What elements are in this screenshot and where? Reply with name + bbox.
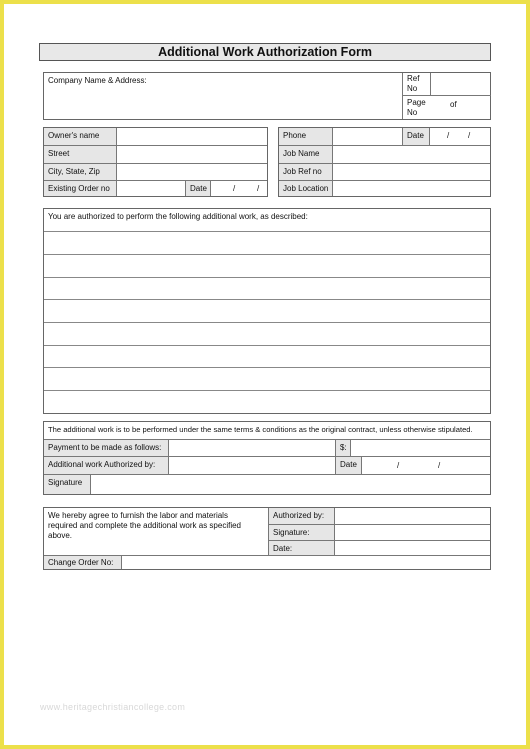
- authorization-date-label: Date: [335, 456, 362, 474]
- job-location-field[interactable]: [332, 180, 490, 196]
- owner-name-label: Owner's name: [44, 128, 117, 145]
- company-name-address-label: Company Name & Address:: [48, 76, 147, 85]
- change-order-no-field[interactable]: [121, 555, 490, 569]
- additional-work-authorized-by-label: Additional work Authorized by:: [44, 456, 169, 474]
- date-separator: /: [468, 131, 471, 140]
- city-state-zip-field[interactable]: [116, 163, 267, 180]
- job-name-field[interactable]: [332, 145, 490, 163]
- city-state-zip-label: City, State, Zip: [44, 163, 117, 180]
- agreement-signature-label: Signature:: [268, 524, 335, 540]
- work-description-section: [43, 208, 491, 414]
- company-name-address-field[interactable]: [44, 73, 402, 119]
- job-location-label: Job Location: [279, 180, 333, 196]
- job-date-label: Date: [402, 128, 429, 145]
- work-line[interactable]: [44, 390, 490, 391]
- amount-label: $:: [335, 439, 351, 456]
- terms-statement: The additional work is to be performed under the same terms & conditions as the original contract, unless otherwise stipulated.: [48, 425, 473, 434]
- job-section: [278, 127, 491, 197]
- date-separator: /: [447, 131, 450, 140]
- signature-field[interactable]: [90, 474, 490, 494]
- date-separator: /: [233, 184, 236, 193]
- job-date-field[interactable]: [429, 128, 490, 145]
- work-line[interactable]: [44, 345, 490, 346]
- additional-work-authorized-by-field[interactable]: [168, 456, 336, 474]
- job-name-label: Job Name: [279, 145, 333, 163]
- existing-order-no-field[interactable]: [116, 180, 185, 196]
- agreement-authorized-by-label: Authorized by:: [268, 508, 335, 524]
- authorization-date-field[interactable]: [361, 456, 490, 474]
- owner-section: [43, 127, 268, 197]
- existing-order-date-label: Date: [185, 180, 211, 196]
- change-order-no-label: Change Order No:: [44, 555, 122, 569]
- work-line[interactable]: [44, 254, 490, 255]
- work-line[interactable]: [44, 277, 490, 278]
- form-title: Additional Work Authorization Form: [39, 43, 491, 61]
- terms-section: [43, 421, 491, 495]
- agreement-date-label: Date:: [268, 540, 335, 555]
- agreement-date-field[interactable]: [334, 540, 490, 555]
- work-line[interactable]: [44, 367, 490, 368]
- payment-field[interactable]: [168, 439, 336, 456]
- work-line[interactable]: [44, 299, 490, 300]
- work-line[interactable]: [44, 231, 490, 232]
- page-no-field[interactable]: [430, 95, 491, 119]
- existing-order-date-field[interactable]: [210, 180, 267, 196]
- work-line[interactable]: [44, 322, 490, 323]
- amount-field[interactable]: [350, 439, 490, 456]
- date-separator: /: [397, 461, 400, 470]
- ref-no-label: Ref No: [402, 73, 430, 96]
- street-field[interactable]: [116, 145, 267, 163]
- phone-label: Phone: [279, 128, 333, 145]
- work-description-label: You are authorized to perform the following additional work, as described:: [48, 212, 308, 221]
- job-ref-no-field[interactable]: [332, 163, 490, 180]
- owner-name-field[interactable]: [116, 128, 267, 145]
- street-label: Street: [44, 145, 117, 163]
- agreement-section: [43, 507, 491, 570]
- phone-field[interactable]: [332, 128, 402, 145]
- date-separator: /: [438, 461, 441, 470]
- page-of-label: of: [450, 100, 457, 109]
- agreement-signature-field[interactable]: [334, 524, 490, 540]
- company-section: [43, 72, 491, 120]
- signature-label: Signature: [44, 474, 91, 494]
- payment-label: Payment to be made as follows:: [44, 439, 169, 456]
- date-separator: /: [257, 184, 260, 193]
- existing-order-no-label: Existing Order no: [44, 180, 117, 196]
- watermark: www.heritagechristiancollege.com: [40, 702, 186, 712]
- ref-no-field[interactable]: [430, 73, 491, 96]
- agreement-text: We hereby agree to furnish the labor and materials required and complete the additional work as specified above.: [48, 511, 242, 540]
- job-ref-no-label: Job Ref no: [279, 163, 333, 180]
- form-page: [4, 4, 526, 745]
- agreement-authorized-by-field[interactable]: [334, 508, 490, 524]
- page-no-label: Page No: [402, 95, 430, 119]
